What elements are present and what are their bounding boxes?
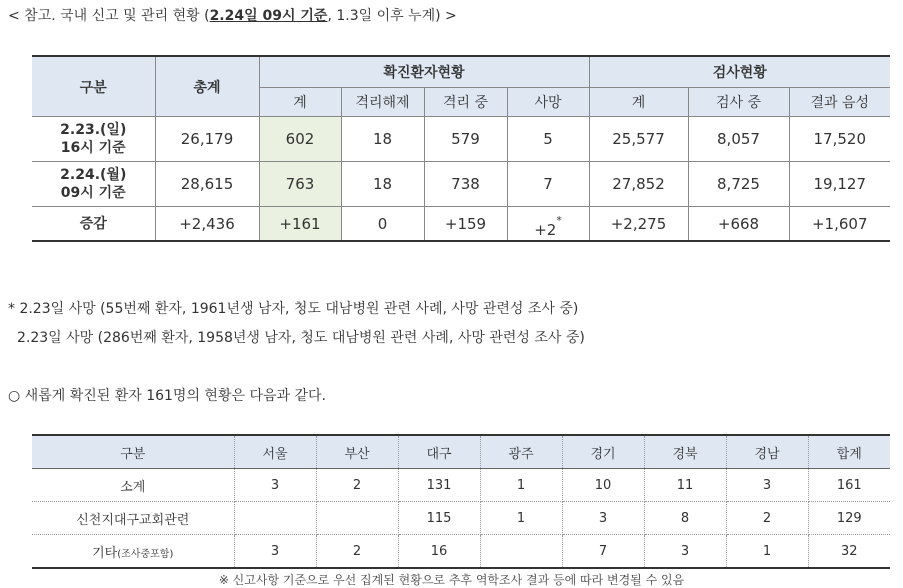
cell-total: 28,615 xyxy=(155,162,259,207)
col-header-confirmed-group: 확진환자현황 xyxy=(259,56,589,88)
row-label-text: 소계 xyxy=(120,479,146,495)
row-label xyxy=(32,117,155,162)
status-table xyxy=(32,55,890,242)
table-cell: 1 xyxy=(480,502,562,535)
death-note-2: 2.23일 사망 (286번째 환자, 1958년생 남자, 청도 대남병원 관련 사례, 사망 관련성 조사 중) xyxy=(17,330,585,346)
cell-negative: 17,520 xyxy=(789,117,890,162)
heading-date: 2.24일 09시 기준 xyxy=(209,8,328,24)
col-header-sum: 합계 xyxy=(808,435,890,469)
region-table xyxy=(32,434,890,569)
table-cell: 11 xyxy=(644,469,726,502)
cell-deaths: 7 xyxy=(507,162,589,207)
table-cell xyxy=(316,502,398,535)
col-header-busan: 부산 xyxy=(316,435,398,469)
cell-negative: +1,607 xyxy=(789,207,890,242)
table-cell: 2 xyxy=(316,469,398,502)
table-row xyxy=(32,469,890,502)
row-label-date: 2.23.(일) xyxy=(60,122,127,138)
table-cell: 16 xyxy=(398,535,480,569)
death-change-value: +2 xyxy=(534,220,557,239)
cell-confirmed-sum: 602 xyxy=(259,117,341,162)
cell-test-sum: 25,577 xyxy=(589,117,688,162)
col-header-seoul: 서울 xyxy=(234,435,316,469)
table-cell: 3 xyxy=(562,502,644,535)
cell-testing: 8,725 xyxy=(688,162,789,207)
cell-deaths: 5 xyxy=(507,117,589,162)
table-row xyxy=(32,502,890,535)
table-cell: 7 xyxy=(562,535,644,569)
row-label-small: (조사중포함) xyxy=(117,548,174,560)
table-cell: 3 xyxy=(234,469,316,502)
row-label-text: 기타 xyxy=(92,545,118,561)
col-header-total: 총계 xyxy=(155,56,259,117)
footnote: ※ 신고사항 기준으로 우선 집계된 현황으로 추후 역학조사 결과 등에 따라 변경될 수 있음 xyxy=(218,573,685,587)
table-cell: 2 xyxy=(316,535,398,569)
death-note-1: * 2.23일 사망 (55번째 환자, 1961년생 남자, 청도 대남병원 관련 사례, 사망 관련성 조사 중) xyxy=(8,301,579,317)
cell-isolated: 579 xyxy=(424,117,507,162)
table-row xyxy=(32,162,890,207)
cell-deaths xyxy=(507,207,589,242)
table-cell: 129 xyxy=(808,502,890,535)
col-header-negative: 결과 음성 xyxy=(789,88,890,117)
col-header-daegu: 대구 xyxy=(398,435,480,469)
cell-confirmed-sum: +161 xyxy=(259,207,341,242)
table-cell: 131 xyxy=(398,469,480,502)
table-cell: 3 xyxy=(726,469,808,502)
cell-isolated: +159 xyxy=(424,207,507,242)
cell-total: +2,436 xyxy=(155,207,259,242)
table-cell: 2 xyxy=(726,502,808,535)
table-cell: 161 xyxy=(808,469,890,502)
table-cell: 3 xyxy=(644,535,726,569)
table-cell: 115 xyxy=(398,502,480,535)
section-heading xyxy=(8,5,457,25)
heading-suffix: , 1.3일 이후 누계) > xyxy=(327,8,457,24)
col-header-test-sum: 계 xyxy=(589,88,688,117)
col-header-test-group: 검사현황 xyxy=(589,56,890,88)
row-label xyxy=(32,535,234,569)
table-cell: 1 xyxy=(480,469,562,502)
row-label-time: 16시 기준 xyxy=(60,140,126,156)
table-row xyxy=(32,117,890,162)
cell-test-sum: +2,275 xyxy=(589,207,688,242)
col-header-released: 격리해제 xyxy=(341,88,424,117)
row-label-change: 증감 xyxy=(32,207,155,242)
cell-test-sum: 27,852 xyxy=(589,162,688,207)
table-row-change xyxy=(32,207,890,242)
col-header-testing: 검사 중 xyxy=(688,88,789,117)
cell-released: 0 xyxy=(341,207,424,242)
col-header-confirmed-sum: 계 xyxy=(259,88,341,117)
cell-negative: 19,127 xyxy=(789,162,890,207)
cell-isolated: 738 xyxy=(424,162,507,207)
row-label-time: 09시 기준 xyxy=(60,185,126,201)
table-cell: 32 xyxy=(808,535,890,569)
col-header-category: 구분 xyxy=(32,56,155,117)
death-footnote-marker: * xyxy=(556,213,562,227)
cell-total: 26,179 xyxy=(155,117,259,162)
cell-released: 18 xyxy=(341,117,424,162)
table-cell xyxy=(480,535,562,569)
cell-testing: 8,057 xyxy=(688,117,789,162)
table-cell: 3 xyxy=(234,535,316,569)
heading-prefix: < 참고. 국내 신고 및 관리 현황 ( xyxy=(8,8,210,24)
col-header-isolated: 격리 중 xyxy=(424,88,507,117)
col-header-category: 구분 xyxy=(32,435,234,469)
table-cell: 1 xyxy=(726,535,808,569)
col-header-gwangju: 광주 xyxy=(480,435,562,469)
col-header-gyeongbuk: 경북 xyxy=(644,435,726,469)
col-header-gyeongnam: 경남 xyxy=(726,435,808,469)
col-header-gyeonggi: 경기 xyxy=(562,435,644,469)
table-cell xyxy=(234,502,316,535)
row-label xyxy=(32,162,155,207)
row-label-text: 신천지대구교회관련 xyxy=(76,512,190,528)
col-header-deaths: 사망 xyxy=(507,88,589,117)
table-row xyxy=(32,535,890,569)
cell-confirmed-sum: 763 xyxy=(259,162,341,207)
row-label-date: 2.24.(월) xyxy=(60,167,127,183)
new-cases-note: ○ 새롭게 확진된 환자 161명의 현황은 다음과 같다. xyxy=(8,388,326,404)
table-cell: 8 xyxy=(644,502,726,535)
table-cell: 10 xyxy=(562,469,644,502)
cell-testing: +668 xyxy=(688,207,789,242)
cell-released: 18 xyxy=(341,162,424,207)
row-label xyxy=(32,502,234,535)
row-label xyxy=(32,469,234,502)
